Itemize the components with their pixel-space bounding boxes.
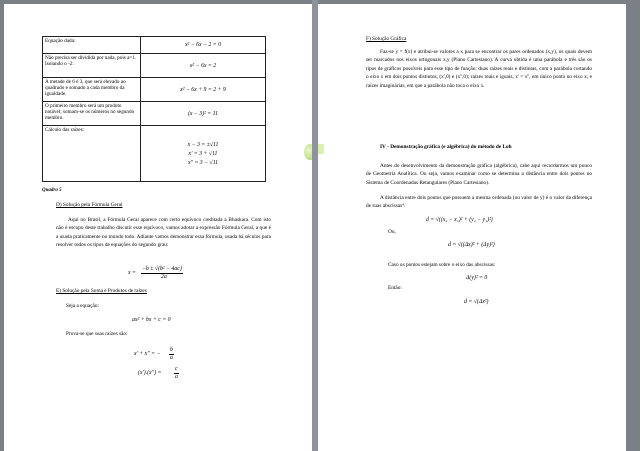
section-d-paragraph: Aqui no Brasil, a Fórmula Geral aparece com certo equívoco creditada a Bhaskara. Com isto não é escopo deste trabalho discutir esse equívoco, vamos adotar a expressão Fórmula Geral, a que é a usada praticamente no mundo todo. Adiante vamos demonstrar essa fórmula, usada há séculos para resolver todos os tipos de equações do segundo grau: [56,217,271,249]
table-row [43,102,266,126]
final-distance-formula: d = √(Δx²) [464,299,489,305]
sum-denominator: a [170,355,173,361]
page-left [4,4,312,451]
table-cell-label: A metade de 6 é 3, que será elevado ao quadrado e somado a cada membro da igualdade. [43,78,141,102]
product-numerator: c [175,366,178,372]
page-number-bubble [304,144,312,160]
formula-lhs: x = [128,270,136,276]
root-line: x'' = 3 − √11 [187,159,219,166]
delta-y-formula: Δ(y)² = 0 [466,275,488,281]
prove-text: Prova-se que suas raízes são: [66,331,128,337]
table-caption: Quadro 5 [42,188,62,193]
delta-distance-formula: d = √((Δx)² + (Δy)²) [448,242,495,248]
table-row [43,54,266,78]
table-cell-math [141,126,266,182]
ou-label: Ou, [388,229,396,235]
root-line: x' = 3 + √11 [188,150,218,157]
entao-label: Então: [388,285,402,291]
equation-intro: Seja a equação: [66,303,99,309]
section-f-paragraph: Faz-se y = f(x) e atribui-se valores a x para se encontrar os pares ordenados (x,y), os quais devem ser marcados nos eixos ortogonais x,y (Plano Cartesiano). A curva obtida é uma parábola e três são os tipos de gráficos possíveis para esse tipo de função: duas raízes reais e distintas, com a parábola cortando o eixo x em dois pontos distintos, (x',0) e (x'',0); raízes reais e iguais, x' = x'', em único ponto no eixo x; e raízes imaginárias, em que a parábola não toca o eixo x. [366,49,592,89]
table-row [43,78,266,102]
table-cell-label: Equação dada: [43,37,141,54]
equation-table [42,36,266,182]
distance-paragraph: A distância entre dois pontos que possuem a mesma ordenada (ou valor de y) é o valor da diferença de suas abscissas⁴. [366,195,592,210]
sum-lhs: x' + x'' = − [134,351,161,357]
section-f-title: F) Solução Gráfica [366,36,407,42]
section-iv-title: IV - Demonstração gráfica (e algébrica) do método de Loh [380,144,512,150]
table-row [43,126,266,182]
root-line: x − 3 = ±√11 [187,141,219,148]
formula-numerator: −b ± √(b² − 4ac) [142,266,182,272]
table-cell-label: Cálculo das raízes: [43,126,141,182]
quadratic-equation: ax² + bx + c = 0 [132,317,171,323]
product-lhs: (x').(x'') = [138,370,162,376]
table-cell-math: x² − 6x = 2 [141,54,266,78]
table-cell-math: x² − 6x − 2 = 0 [141,37,266,54]
distance-formula: d = √((x₂ − x₁)² + (y₂ − y₁)²) [426,217,493,223]
sum-numerator: b [170,347,173,353]
x-axis-case-text: Caso os pontos estejam sobre o eixo das abscissas: [388,262,496,268]
table-cell-label: O primeiro membro será um produto notável; somam-se os números no segundo membro. [43,102,141,126]
section-d-title: D) Solução pela Fórmula Geral [56,202,123,208]
table-cell-math: x² − 6x + 9 = 2 + 9 [141,78,266,102]
page-right [318,4,626,451]
page-number-badge [318,144,324,154]
table-row [43,37,266,54]
recap-paragraph: Antes do desenvolvimento da demonstração gráfica (algébrica), cabe aqui recordarmos um pouco de Geometria Analítica. Ou seja, vamos examinar como se determina a distância entre dois pontos no Sistema de Coordenadas Retangulares (Plano Cartesiano). [366,163,592,186]
table-cell-label: Não precisa ser dividida por nada, pois a=1. Isolando o -2: [43,54,141,78]
section-e-title: E) Solução pela Soma e Produtos de raízes [56,288,147,294]
product-denominator: a [175,374,178,380]
table-cell-math: (x − 3)² = 11 [141,102,266,126]
formula-denominator: 2a [161,274,167,280]
